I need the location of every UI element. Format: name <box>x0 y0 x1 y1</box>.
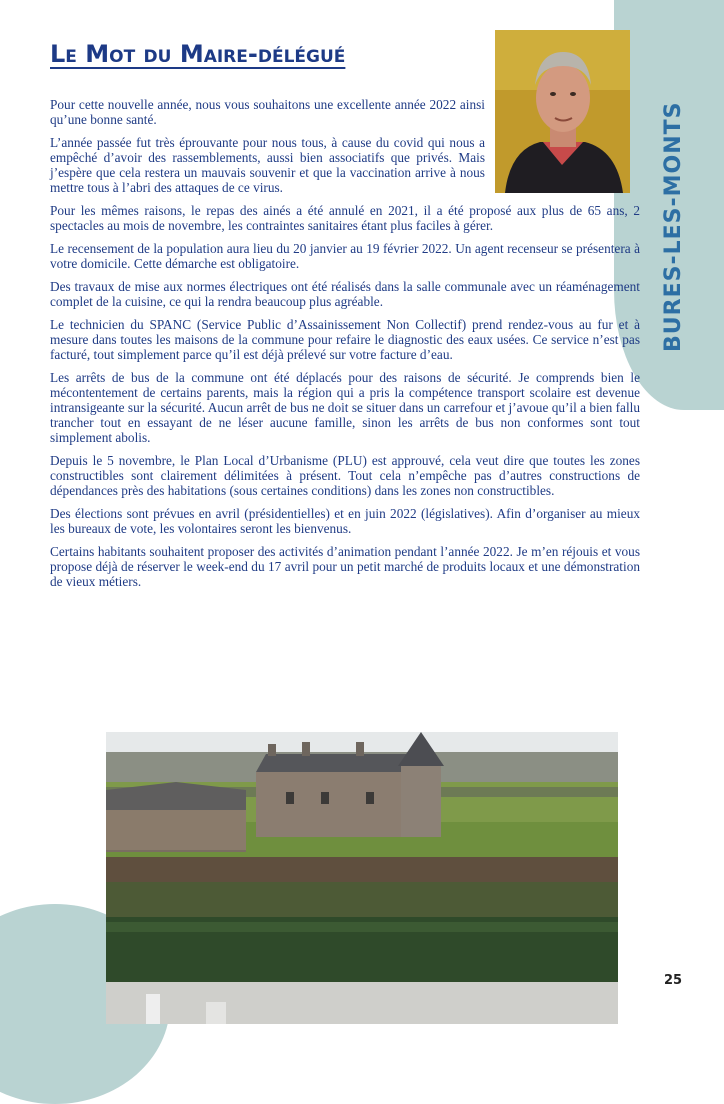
editorial-text <box>50 97 640 597</box>
paragraph: Pour les mêmes raisons, le repas des ainés a été annulé en 2021, il a été proposé aux plus de 65 ans, 2 spectacles au mois de novembre, les contraintes sanitaires étant plus faciles à gérer. <box>50 203 640 233</box>
paragraph: Certains habitants souhaitent proposer des activités d’animation pendant l’année 2022. Je m’en réjouis et vous propose déjà de réserver le week-end du 17 avril pour un petit marché de produits locaux et une démonstration de vieux métiers. <box>50 544 640 589</box>
paragraph: Le recensement de la population aura lieu du 20 janvier au 19 février 2022. Un agent recenseur se présentera à votre domicile. Cette démarche est obligatoire. <box>50 241 640 271</box>
page-number: 25 <box>664 973 683 988</box>
paragraph: Le technicien du SPANC (Service Public d’Assainissement Non Collectif) prend rendez-vous au fur et à mesure dans toutes les maisons de la commune pour refaire le diagnostic des eaux usées. Ce service n’est pas facturé, tout simplement parce qu’il est déjà prélevé sur votre facture d’eau. <box>50 317 640 362</box>
commune-name-vertical: BURES-LES-MONTS <box>661 101 686 352</box>
paragraph: Des travaux de mise aux normes électriques ont été réalisés dans la salle communale avec un réaménagement complet de la cuisine, ce qui la rendra beaucoup plus agréable. <box>50 279 640 309</box>
paragraph: Des élections sont prévues en avril (présidentielles) et en juin 2022 (législatives). Afin d’organiser au mieux les bureaux de vote, les volontaires seront les bienvenus. <box>50 506 640 536</box>
page-title: Le Mot du Maire-délégué <box>50 40 346 68</box>
chateau-photo <box>106 732 618 1024</box>
paragraph: Les arrêts de bus de la commune ont été déplacés pour des raisons de sécurité. Je comprends bien le mécontentement de certains parents, mais la région qui a pris la compétence transport scolaire est devenue intransigeante sur la sécurité. Aucun arrêt de bus ne doit se situer dans un carrefour et j’avoue qu’il a bien fallu trancher tout en essayant de ne léser aucune famille, sinon les arrêts de bus non conformes sont tout simplement abolis. <box>50 370 640 445</box>
paragraph: Depuis le 5 novembre, le Plan Local d’Urbanisme (PLU) est approuvé, cela veut dire que toutes les zones constructibles sont clairement délimitées à présent. Tout cela n’empêche pas d’autres constructions de dépendances près des habitations (sous certaines conditions) dans les zones non constructibles. <box>50 453 640 498</box>
paragraph: L’année passée fut très éprouvante pour nous tous, à cause du covid qui nous a empêché d’avoir des rassemblements, aussi bien associatifs que privés. Mais j’espère que cela restera un mauvais souvenir et que la vaccination arrive à nous mettre tous à l’abri des attaques de ce virus. <box>50 135 485 195</box>
paragraph: Pour cette nouvelle année, nous vous souhaitons une excellente année 2022 ainsi qu’une bonne santé. <box>50 97 485 127</box>
